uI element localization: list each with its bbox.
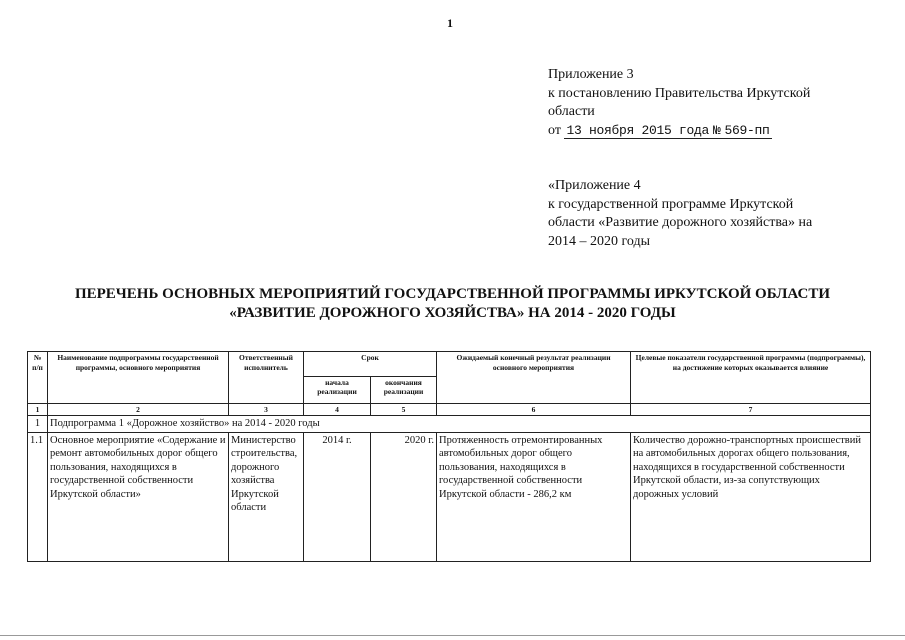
row-num: 1.1 (28, 432, 48, 561)
header-num: № п/п (28, 352, 48, 404)
appendix-4-line: к государственной программе Иркутской (548, 196, 794, 212)
resolution-date: 13 ноября 2015 года (566, 122, 709, 138)
row-start: 2014 г. (304, 432, 371, 561)
header-targets: Целевые показатели государственной программы (подпрограммы), на достижение которых оказывается влияние (631, 352, 871, 404)
row-executor: Министерство строительства, дорожного хозяйства Иркутской области (229, 432, 304, 561)
appendix-3-line: области (548, 104, 595, 119)
measures-table (27, 351, 871, 562)
appendix-3-line: к постановлению Правительства Иркутской (548, 85, 811, 101)
appendix-3-block (548, 66, 868, 140)
row-result: Протяженность отремонтированных автомобильных дорог общего пользования, находящихся в государственной собственности Иркутской области - 286,2 км (437, 432, 631, 561)
appendix-4-line: области «Развитие дорожного хозяйства» на (548, 215, 813, 230)
row-targets: Количество дорожно-транспортных происшествий на автомобильных дорогах общего пользования, находящихся в государственной собственности Иркутской области, из-за сопутствующих дорожных условий (631, 432, 871, 561)
document-title (40, 285, 865, 323)
appendix-3-heading: Приложение 3 (548, 67, 634, 82)
title-line: «РАЗВИТИЕ ДОРОЖНОГО ХОЗЯЙСТВА» НА 2014 - 2020 ГОДЫ (229, 305, 676, 321)
appendix-4-block (548, 177, 878, 251)
header-result: Ожидаемый конечный результат реализации основного мероприятия (437, 352, 631, 404)
appendix-3-date-line (548, 122, 868, 141)
appendix-4-heading: «Приложение 4 (548, 178, 641, 193)
row-end: 2020 г. (371, 432, 437, 561)
section-num: 1 (28, 416, 48, 433)
column-number-row (28, 404, 871, 416)
column-number: 2 (48, 404, 229, 416)
appendix-4-line: 2014 – 2020 годы (548, 233, 651, 249)
header-start: начала реализации (304, 377, 371, 404)
table-header-row (28, 352, 871, 377)
column-number: 4 (304, 404, 371, 416)
title-line: ПЕРЕЧЕНЬ ОСНОВНЫХ МЕРОПРИЯТИЙ ГОСУДАРСТВЕННОЙ ПРОГРАММЫ ИРКУТСКОЙ ОБЛАСТИ (74, 286, 831, 302)
row-name: Основное мероприятие «Содержание и ремонт автомобильных дорог общего пользования, находящихся в государственной собственности Иркутской области» (48, 432, 229, 561)
resolution-number: 569-пп (724, 122, 770, 138)
column-number: 7 (631, 404, 871, 416)
column-number: 1 (28, 404, 48, 416)
page-edge-divider (0, 635, 905, 636)
header-end: окончания реализации (371, 377, 437, 404)
number-label: № (712, 122, 721, 138)
page-number: 1 (447, 16, 453, 30)
header-executor: Ответственный исполнитель (229, 352, 304, 404)
column-number: 3 (229, 404, 304, 416)
subprogram-row (28, 416, 871, 433)
column-number: 5 (371, 404, 437, 416)
header-name: Наименование подпрограммы государственной программы, основного мероприятия (48, 352, 229, 404)
section-title: Подпрограмма 1 «Дорожное хозяйство» на 2014 - 2020 годы (48, 416, 871, 433)
table-row (28, 432, 871, 561)
from-label: от (548, 122, 561, 138)
column-number: 6 (437, 404, 631, 416)
header-period: Срок (304, 352, 437, 377)
